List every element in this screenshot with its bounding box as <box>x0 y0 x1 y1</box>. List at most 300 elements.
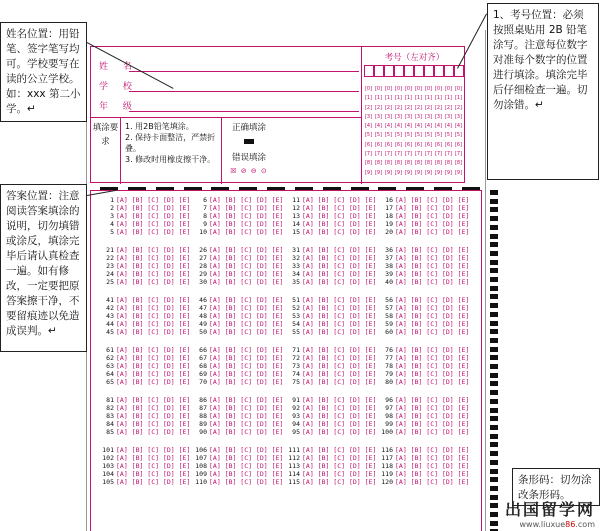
answer-options[interactable]: [A] [B] [C] [D] [E] <box>395 420 470 428</box>
answer-row[interactable] <box>286 278 376 286</box>
answer-column[interactable] <box>286 196 376 496</box>
answer-options[interactable]: [A] [B] [C] [D] [E] <box>209 228 284 236</box>
exam-digit-bubble[interactable]: [4] <box>384 123 393 130</box>
answer-options[interactable]: [A] [B] [C] [D] [E] <box>302 304 377 312</box>
answer-options[interactable]: [A] [B] [C] [D] [E] <box>395 262 470 270</box>
answer-options[interactable]: [A] [B] [C] [D] [E] <box>302 270 377 278</box>
answer-options[interactable]: [A] [B] [C] [D] [E] <box>302 354 377 362</box>
exam-digit-bubble[interactable]: [2] <box>454 104 463 111</box>
answer-row[interactable] <box>193 254 283 262</box>
exam-digit-bubble[interactable]: [4] <box>454 123 463 130</box>
exam-digit-bubble[interactable]: [1] <box>374 95 383 102</box>
answer-options[interactable]: [A] [B] [C] [D] [E] <box>302 346 377 354</box>
answer-options[interactable]: [A] [B] [C] [D] [E] <box>302 254 377 262</box>
answer-options[interactable]: [A] [B] [C] [D] [E] <box>302 204 377 212</box>
exam-digit-bubble[interactable]: [1] <box>384 95 393 102</box>
answer-options[interactable]: [A] [B] [C] [D] [E] <box>116 462 191 470</box>
answer-options[interactable]: [A] [B] [C] [D] [E] <box>302 462 377 470</box>
answer-row[interactable] <box>379 346 469 354</box>
answer-row[interactable] <box>286 212 376 220</box>
answer-row[interactable] <box>100 404 190 412</box>
exam-number-write-boxes[interactable] <box>364 65 464 77</box>
answer-options[interactable]: [A] [B] [C] [D] [E] <box>302 412 377 420</box>
exam-digit-bubble[interactable]: [0] <box>444 86 453 92</box>
answer-options[interactable]: [A] [B] [C] [D] [E] <box>209 204 284 212</box>
answer-row[interactable] <box>286 446 376 454</box>
exam-digit-bubble[interactable]: [5] <box>414 132 423 139</box>
answer-options[interactable]: [A] [B] [C] [D] [E] <box>302 378 377 386</box>
answer-row[interactable] <box>379 270 469 278</box>
answer-row[interactable] <box>286 378 376 386</box>
answer-row[interactable] <box>286 354 376 362</box>
answer-options[interactable]: [A] [B] [C] [D] [E] <box>395 270 470 278</box>
answer-options[interactable]: [A] [B] [C] [D] [E] <box>116 320 191 328</box>
exam-digit-bubble[interactable]: [9] <box>364 169 373 176</box>
exam-digit-bubble[interactable]: [2] <box>364 104 373 111</box>
answer-options[interactable]: [A] [B] [C] [D] [E] <box>395 396 470 404</box>
exam-digit-bubble[interactable]: [7] <box>384 151 393 158</box>
answer-row[interactable] <box>100 428 190 436</box>
answer-row[interactable] <box>100 328 190 336</box>
answer-row[interactable] <box>286 312 376 320</box>
answer-column[interactable] <box>100 196 190 496</box>
answer-options[interactable]: [A] [B] [C] [D] [E] <box>209 254 284 262</box>
answer-row[interactable] <box>193 454 283 462</box>
exam-digit-bubble[interactable]: [4] <box>434 123 443 130</box>
answer-row[interactable] <box>379 362 469 370</box>
answer-row[interactable] <box>193 196 283 204</box>
answer-options[interactable]: [A] [B] [C] [D] [E] <box>302 220 377 228</box>
answer-row[interactable] <box>100 220 190 228</box>
answer-options[interactable]: [A] [B] [C] [D] [E] <box>395 378 470 386</box>
answer-options[interactable]: [A] [B] [C] [D] [E] <box>209 378 284 386</box>
answer-row[interactable] <box>100 304 190 312</box>
exam-digit-bubble[interactable]: [4] <box>394 123 403 130</box>
answer-row[interactable] <box>379 404 469 412</box>
answer-row[interactable] <box>379 246 469 254</box>
answer-row[interactable] <box>100 312 190 320</box>
answer-row[interactable] <box>379 470 469 478</box>
answer-row[interactable] <box>379 262 469 270</box>
answer-options[interactable]: [A] [B] [C] [D] [E] <box>395 296 470 304</box>
exam-digit-bubble[interactable]: [8] <box>414 160 423 167</box>
answer-options[interactable]: [A] [B] [C] [D] [E] <box>209 396 284 404</box>
answer-options[interactable]: [A] [B] [C] [D] [E] <box>116 254 191 262</box>
exam-digit-bubble[interactable]: [0] <box>384 86 393 92</box>
exam-digit-bubble[interactable]: [3] <box>374 113 383 120</box>
answer-row[interactable] <box>193 304 283 312</box>
answer-options[interactable]: [A] [B] [C] [D] [E] <box>209 312 284 320</box>
answer-options[interactable]: [A] [B] [C] [D] [E] <box>209 370 284 378</box>
exam-digit-bubble[interactable]: [0] <box>394 86 403 92</box>
exam-digit-bubble[interactable]: [7] <box>394 151 403 158</box>
exam-digit-bubble[interactable]: [0] <box>424 86 433 92</box>
answer-row[interactable] <box>100 420 190 428</box>
exam-digit-bubble[interactable]: [0] <box>454 86 463 92</box>
answer-row[interactable] <box>379 354 469 362</box>
exam-digit-bubble[interactable]: [8] <box>394 160 403 167</box>
answer-options[interactable]: [A] [B] [C] [D] [E] <box>209 270 284 278</box>
answer-row[interactable] <box>286 470 376 478</box>
exam-digit-bubble[interactable]: [0] <box>364 86 373 92</box>
answer-options[interactable]: [A] [B] [C] [D] [E] <box>209 362 284 370</box>
grade-line[interactable] <box>129 111 359 112</box>
exam-digit-bubble[interactable]: [0] <box>374 86 383 92</box>
exam-digit-bubble[interactable]: [7] <box>424 151 433 158</box>
name-line[interactable] <box>129 71 359 72</box>
exam-digit-column[interactable] <box>374 85 383 178</box>
answer-options[interactable]: [A] [B] [C] [D] [E] <box>302 362 377 370</box>
answer-options[interactable]: [A] [B] [C] [D] [E] <box>116 278 191 286</box>
exam-digit-bubble[interactable]: [1] <box>404 95 413 102</box>
answer-options[interactable]: [A] [B] [C] [D] [E] <box>116 470 191 478</box>
answer-row[interactable] <box>193 354 283 362</box>
answer-options[interactable]: [A] [B] [C] [D] [E] <box>395 404 470 412</box>
answer-row[interactable] <box>100 278 190 286</box>
exam-digit-bubble[interactable]: [6] <box>374 141 383 148</box>
exam-digit-bubble[interactable]: [9] <box>374 169 383 176</box>
answer-options[interactable]: [A] [B] [C] [D] [E] <box>209 212 284 220</box>
exam-digit-column[interactable] <box>434 85 443 178</box>
exam-digit-bubble[interactable]: [1] <box>414 95 423 102</box>
answer-options[interactable]: [A] [B] [C] [D] [E] <box>209 478 284 486</box>
exam-digit-bubble[interactable]: [3] <box>414 113 423 120</box>
exam-digit-bubble[interactable]: [8] <box>454 160 463 167</box>
answer-options[interactable]: [A] [B] [C] [D] [E] <box>395 320 470 328</box>
answer-row[interactable] <box>286 254 376 262</box>
answer-options[interactable]: [A] [B] [C] [D] [E] <box>302 278 377 286</box>
answer-options[interactable]: [A] [B] [C] [D] [E] <box>116 354 191 362</box>
exam-digit-bubble[interactable]: [1] <box>454 95 463 102</box>
answer-row[interactable] <box>100 346 190 354</box>
answer-row[interactable] <box>100 196 190 204</box>
answer-row[interactable] <box>379 420 469 428</box>
answer-options[interactable]: [A] [B] [C] [D] [E] <box>395 470 470 478</box>
exam-digit-bubble[interactable]: [5] <box>374 132 383 139</box>
answer-options[interactable]: [A] [B] [C] [D] [E] <box>395 346 470 354</box>
exam-digit-bubble[interactable]: [6] <box>384 141 393 148</box>
answer-options[interactable]: [A] [B] [C] [D] [E] <box>209 354 284 362</box>
exam-digit-bubble[interactable]: [7] <box>374 151 383 158</box>
answer-row[interactable] <box>100 478 190 486</box>
answer-row[interactable] <box>379 454 469 462</box>
answer-options[interactable]: [A] [B] [C] [D] [E] <box>209 262 284 270</box>
answer-row[interactable] <box>193 462 283 470</box>
exam-digit-bubble[interactable]: [5] <box>384 132 393 139</box>
exam-digit-bubble[interactable]: [7] <box>414 151 423 158</box>
answer-options[interactable]: [A] [B] [C] [D] [E] <box>395 362 470 370</box>
answer-row[interactable] <box>100 362 190 370</box>
answer-row[interactable] <box>286 328 376 336</box>
answer-options[interactable]: [A] [B] [C] [D] [E] <box>116 396 191 404</box>
answer-row[interactable] <box>379 196 469 204</box>
answer-column[interactable] <box>193 196 283 496</box>
answer-row[interactable] <box>286 262 376 270</box>
answer-options[interactable]: [A] [B] [C] [D] [E] <box>116 428 191 436</box>
exam-digit-bubble[interactable]: [7] <box>454 151 463 158</box>
answer-options[interactable]: [A] [B] [C] [D] [E] <box>302 296 377 304</box>
exam-digit-bubble[interactable]: [1] <box>364 95 373 102</box>
answer-options[interactable]: [A] [B] [C] [D] [E] <box>116 346 191 354</box>
answer-options[interactable]: [A] [B] [C] [D] [E] <box>209 412 284 420</box>
answer-options[interactable]: [A] [B] [C] [D] [E] <box>302 454 377 462</box>
exam-digit-bubble[interactable]: [6] <box>454 141 463 148</box>
answer-options[interactable]: [A] [B] [C] [D] [E] <box>116 228 191 236</box>
answer-options[interactable]: [A] [B] [C] [D] [E] <box>116 196 191 204</box>
answer-options[interactable]: [A] [B] [C] [D] [E] <box>395 246 470 254</box>
exam-digit-bubble[interactable]: [9] <box>404 169 413 176</box>
exam-digit-bubble[interactable]: [3] <box>384 113 393 120</box>
answer-row[interactable] <box>193 428 283 436</box>
answer-row[interactable] <box>379 412 469 420</box>
answer-row[interactable] <box>286 204 376 212</box>
exam-digit-bubble[interactable]: [2] <box>384 104 393 111</box>
answer-row[interactable] <box>286 396 376 404</box>
answer-options[interactable]: [A] [B] [C] [D] [E] <box>116 370 191 378</box>
exam-digit-bubble[interactable]: [9] <box>434 169 443 176</box>
answer-options[interactable]: [A] [B] [C] [D] [E] <box>116 246 191 254</box>
answer-options[interactable]: [A] [B] [C] [D] [E] <box>395 204 470 212</box>
exam-digit-column[interactable] <box>424 85 433 178</box>
answer-row[interactable] <box>100 204 190 212</box>
answer-options[interactable]: [A] [B] [C] [D] [E] <box>116 270 191 278</box>
answer-options[interactable]: [A] [B] [C] [D] [E] <box>209 470 284 478</box>
exam-digit-bubble[interactable]: [3] <box>454 113 463 120</box>
answer-row[interactable] <box>100 262 190 270</box>
answer-row[interactable] <box>286 220 376 228</box>
answer-row[interactable] <box>193 212 283 220</box>
answer-options[interactable]: [A] [B] [C] [D] [E] <box>116 420 191 428</box>
answer-options[interactable]: [A] [B] [C] [D] [E] <box>395 220 470 228</box>
exam-digit-bubble[interactable]: [2] <box>374 104 383 111</box>
answer-options[interactable]: [A] [B] [C] [D] [E] <box>395 228 470 236</box>
exam-digit-bubble[interactable]: [3] <box>404 113 413 120</box>
answer-options[interactable]: [A] [B] [C] [D] [E] <box>209 404 284 412</box>
answer-row[interactable] <box>193 278 283 286</box>
exam-digit-bubble[interactable]: [0] <box>434 86 443 92</box>
answer-row[interactable] <box>100 212 190 220</box>
answer-row[interactable] <box>379 396 469 404</box>
exam-digit-bubble[interactable]: [2] <box>414 104 423 111</box>
exam-digit-bubble[interactable]: [6] <box>404 141 413 148</box>
exam-digit-bubble[interactable]: [8] <box>404 160 413 167</box>
exam-digit-column[interactable] <box>444 85 453 178</box>
answer-options[interactable]: [A] [B] [C] [D] [E] <box>302 370 377 378</box>
answer-options[interactable]: [A] [B] [C] [D] [E] <box>302 262 377 270</box>
answer-row[interactable] <box>193 446 283 454</box>
answer-row[interactable] <box>286 304 376 312</box>
school-line[interactable] <box>129 91 359 92</box>
answer-options[interactable]: [A] [B] [C] [D] [E] <box>395 428 470 436</box>
exam-digit-bubble[interactable]: [6] <box>424 141 433 148</box>
exam-digit-bubble[interactable]: [0] <box>414 86 423 92</box>
exam-digit-bubble[interactable]: [2] <box>434 104 443 111</box>
exam-digit-bubble[interactable]: [2] <box>394 104 403 111</box>
answer-row[interactable] <box>193 362 283 370</box>
exam-digit-bubble[interactable]: [5] <box>394 132 403 139</box>
exam-digit-column[interactable] <box>364 85 373 178</box>
exam-digit-bubble[interactable]: [9] <box>414 169 423 176</box>
answer-row[interactable] <box>100 246 190 254</box>
answer-row[interactable] <box>193 378 283 386</box>
answer-options[interactable]: [A] [B] [C] [D] [E] <box>302 478 377 486</box>
answer-row[interactable] <box>286 462 376 470</box>
exam-digit-bubble[interactable]: [1] <box>444 95 453 102</box>
exam-digit-bubble[interactable]: [8] <box>444 160 453 167</box>
answer-row[interactable] <box>100 378 190 386</box>
exam-digit-bubble[interactable]: [9] <box>424 169 433 176</box>
exam-digit-bubble[interactable]: [7] <box>364 151 373 158</box>
answer-options[interactable]: [A] [B] [C] [D] [E] <box>116 362 191 370</box>
exam-digit-bubble[interactable]: [8] <box>374 160 383 167</box>
answer-options[interactable]: [A] [B] [C] [D] [E] <box>116 446 191 454</box>
answer-options[interactable]: [A] [B] [C] [D] [E] <box>395 304 470 312</box>
answer-options[interactable]: [A] [B] [C] [D] [E] <box>302 396 377 404</box>
exam-digit-bubble[interactable]: [5] <box>444 132 453 139</box>
answer-row[interactable] <box>193 420 283 428</box>
exam-digit-bubble[interactable]: [5] <box>364 132 373 139</box>
answer-options[interactable]: [A] [B] [C] [D] [E] <box>209 420 284 428</box>
answer-options[interactable]: [A] [B] [C] [D] [E] <box>116 204 191 212</box>
answer-row[interactable] <box>286 478 376 486</box>
answer-options[interactable]: [A] [B] [C] [D] [E] <box>116 478 191 486</box>
answer-options[interactable]: [A] [B] [C] [D] [E] <box>302 320 377 328</box>
answer-options[interactable]: [A] [B] [C] [D] [E] <box>395 278 470 286</box>
answer-options[interactable]: [A] [B] [C] [D] [E] <box>116 312 191 320</box>
answer-options[interactable]: [A] [B] [C] [D] [E] <box>395 446 470 454</box>
answer-row[interactable] <box>193 204 283 212</box>
answer-options[interactable]: [A] [B] [C] [D] [E] <box>395 212 470 220</box>
answer-options[interactable]: [A] [B] [C] [D] [E] <box>395 462 470 470</box>
exam-digit-bubble[interactable]: [1] <box>394 95 403 102</box>
answer-options[interactable]: [A] [B] [C] [D] [E] <box>302 428 377 436</box>
exam-digit-bubble[interactable]: [5] <box>404 132 413 139</box>
exam-digit-bubble[interactable]: [1] <box>424 95 433 102</box>
answer-row[interactable] <box>379 378 469 386</box>
answer-row[interactable] <box>193 404 283 412</box>
exam-digit-bubble[interactable]: [8] <box>424 160 433 167</box>
answer-row[interactable] <box>193 478 283 486</box>
answer-row[interactable] <box>286 404 376 412</box>
answer-row[interactable] <box>286 196 376 204</box>
answer-row[interactable] <box>100 412 190 420</box>
answer-options[interactable]: [A] [B] [C] [D] [E] <box>209 220 284 228</box>
answer-row[interactable] <box>100 296 190 304</box>
answer-row[interactable] <box>100 254 190 262</box>
answer-row[interactable] <box>286 270 376 278</box>
answer-options[interactable]: [A] [B] [C] [D] [E] <box>209 328 284 336</box>
answer-options[interactable]: [A] [B] [C] [D] [E] <box>302 228 377 236</box>
answer-options[interactable]: [A] [B] [C] [D] [E] <box>209 454 284 462</box>
answer-row[interactable] <box>100 462 190 470</box>
answer-options[interactable]: [A] [B] [C] [D] [E] <box>209 278 284 286</box>
answer-row[interactable] <box>193 228 283 236</box>
answer-row[interactable] <box>379 370 469 378</box>
answer-options[interactable]: [A] [B] [C] [D] [E] <box>116 404 191 412</box>
answer-options[interactable]: [A] [B] [C] [D] [E] <box>116 212 191 220</box>
answer-options[interactable]: [A] [B] [C] [D] [E] <box>209 428 284 436</box>
answer-options[interactable]: [A] [B] [C] [D] [E] <box>302 328 377 336</box>
answer-options[interactable]: [A] [B] [C] [D] [E] <box>302 470 377 478</box>
answer-row[interactable] <box>379 446 469 454</box>
answer-options[interactable]: [A] [B] [C] [D] [E] <box>395 196 470 204</box>
answer-options[interactable]: [A] [B] [C] [D] [E] <box>209 246 284 254</box>
answer-row[interactable] <box>100 320 190 328</box>
exam-digit-bubble[interactable]: [3] <box>434 113 443 120</box>
exam-digit-bubble[interactable]: [1] <box>434 95 443 102</box>
answer-row[interactable] <box>379 212 469 220</box>
answer-row[interactable] <box>100 270 190 278</box>
answer-options[interactable]: [A] [B] [C] [D] [E] <box>302 420 377 428</box>
exam-digit-bubble[interactable]: [8] <box>384 160 393 167</box>
exam-digit-bubble[interactable]: [6] <box>414 141 423 148</box>
exam-digit-bubble[interactable]: [9] <box>454 169 463 176</box>
answer-row[interactable] <box>193 346 283 354</box>
exam-digit-bubble[interactable]: [4] <box>404 123 413 130</box>
exam-digit-bubble[interactable]: [6] <box>434 141 443 148</box>
answer-options[interactable]: [A] [B] [C] [D] [E] <box>395 478 470 486</box>
answer-options[interactable]: [A] [B] [C] [D] [E] <box>395 412 470 420</box>
answer-row[interactable] <box>379 478 469 486</box>
exam-digit-bubble[interactable]: [8] <box>364 160 373 167</box>
answer-options[interactable]: [A] [B] [C] [D] [E] <box>209 462 284 470</box>
answer-options[interactable]: [A] [B] [C] [D] [E] <box>302 212 377 220</box>
exam-digit-bubble[interactable]: [7] <box>434 151 443 158</box>
exam-digit-bubble[interactable]: [6] <box>444 141 453 148</box>
exam-digit-bubble[interactable]: [2] <box>424 104 433 111</box>
answer-row[interactable] <box>286 412 376 420</box>
answer-row[interactable] <box>379 328 469 336</box>
answer-row[interactable] <box>193 470 283 478</box>
answer-row[interactable] <box>379 204 469 212</box>
answer-row[interactable] <box>286 420 376 428</box>
answer-options[interactable]: [A] [B] [C] [D] [E] <box>302 404 377 412</box>
exam-digit-bubble[interactable]: [5] <box>424 132 433 139</box>
answer-options[interactable]: [A] [B] [C] [D] [E] <box>395 370 470 378</box>
answer-row[interactable] <box>100 470 190 478</box>
exam-digit-bubble[interactable]: [3] <box>444 113 453 120</box>
answer-options[interactable]: [A] [B] [C] [D] [E] <box>302 246 377 254</box>
answer-row[interactable] <box>286 362 376 370</box>
answer-options[interactable]: [A] [B] [C] [D] [E] <box>209 346 284 354</box>
answer-options[interactable]: [A] [B] [C] [D] [E] <box>395 312 470 320</box>
answer-row[interactable] <box>286 296 376 304</box>
exam-digit-bubble[interactable]: [9] <box>394 169 403 176</box>
answer-row[interactable] <box>286 428 376 436</box>
answer-options[interactable]: [A] [B] [C] [D] [E] <box>209 446 284 454</box>
answer-row[interactable] <box>100 454 190 462</box>
answer-column[interactable] <box>379 196 469 496</box>
answer-row[interactable] <box>286 246 376 254</box>
answer-options[interactable]: [A] [B] [C] [D] [E] <box>209 304 284 312</box>
answer-row[interactable] <box>286 454 376 462</box>
answer-options[interactable]: [A] [B] [C] [D] [E] <box>302 312 377 320</box>
exam-digit-column[interactable] <box>404 85 413 178</box>
exam-digit-bubble[interactable]: [2] <box>444 104 453 111</box>
exam-digit-bubble[interactable]: [5] <box>454 132 463 139</box>
answer-options[interactable]: [A] [B] [C] [D] [E] <box>116 328 191 336</box>
answer-options[interactable]: [A] [B] [C] [D] [E] <box>209 320 284 328</box>
answer-row[interactable] <box>379 462 469 470</box>
exam-digit-column[interactable] <box>414 85 423 178</box>
exam-digit-bubble[interactable]: [3] <box>424 113 433 120</box>
answer-options[interactable]: [A] [B] [C] [D] [E] <box>116 378 191 386</box>
exam-digit-bubble[interactable]: [4] <box>444 123 453 130</box>
answer-row[interactable] <box>193 262 283 270</box>
answer-row[interactable] <box>286 320 376 328</box>
answer-options[interactable]: [A] [B] [C] [D] [E] <box>395 454 470 462</box>
answer-options[interactable]: [A] [B] [C] [D] [E] <box>116 262 191 270</box>
